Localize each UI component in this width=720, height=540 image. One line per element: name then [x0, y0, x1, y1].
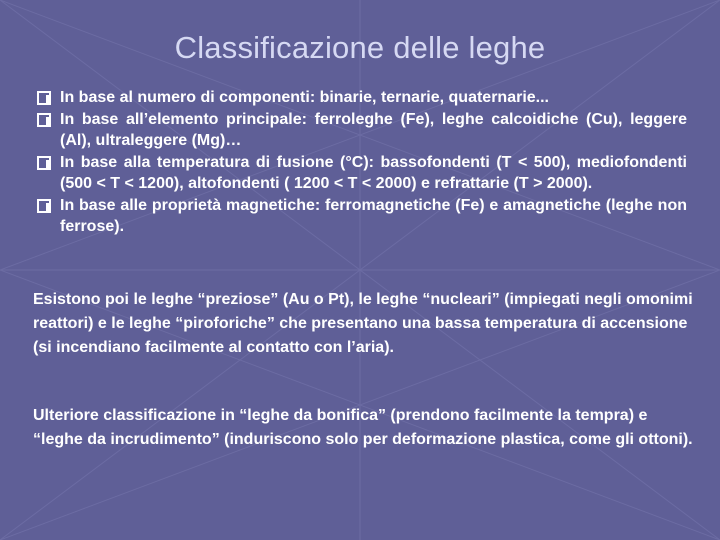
bullet-text: In base al numero di componenti: binarie, ternarie, quaternarie... [60, 89, 549, 106]
bullet-list [37, 87, 687, 238]
bullet-item [37, 152, 687, 195]
bullet-item [37, 109, 687, 152]
bullet-text: In base alla temperatura di fusione (°C): bassofondenti (T < 500), mediofondenti (500 < T < 1200), altofondenti ( 1200 < T < 2000) e refrattarie (T > 2000). [60, 153, 687, 192]
hollow-square-bullet-icon [37, 199, 51, 213]
bullet-text: In base all’elemento principale: ferroleghe (Fe), leghe calcoidiche (Cu), leggere (Al), ultraleggere (Mg)… [60, 110, 687, 149]
paragraph-precious-alloys: Esistono poi le leghe “preziose” (Au o Pt), le leghe “nucleari” (impiegati negli omonimi reattori) e le leghe “piroforiche” che presentano una bassa temperatura di accensione (si incendiano facilmente al contatto con l’aria). [33, 291, 693, 356]
slide-title: Classificazione delle leghe [174, 30, 546, 65]
bullet-item [37, 87, 687, 109]
hollow-square-bullet-icon [37, 113, 51, 127]
bullet-text: In base alle proprietà magnetiche: ferromagnetiche (Fe) e amagnetiche (leghe non ferrose). [60, 196, 687, 235]
bullet-item [37, 195, 687, 238]
paragraph-further-classification: Ulteriore classificazione in “leghe da bonifica” (prendono facilmente la tempra) e “leghe da incrudimento” (induriscono solo per deformazione plastica, come gli ottoni). [33, 407, 693, 448]
hollow-square-bullet-icon [37, 91, 51, 105]
hollow-square-bullet-icon [37, 156, 51, 170]
